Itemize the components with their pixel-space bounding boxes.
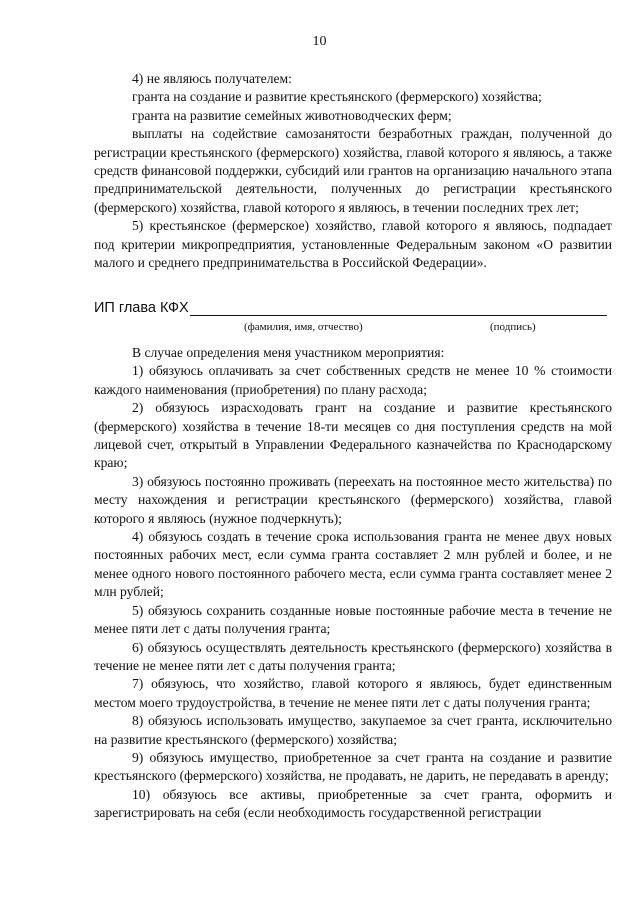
item-4-intro: 4) не являюсь получателем: xyxy=(132,71,292,86)
obligation-item: 4) обязуюсь создать в течение срока использования гранта не менее двух новых постоянных рабочих мест, если сумма гранта составляет 2 млн рублей и более, и не менее одного нового постоянного рабочего места, если сумма гранта составляет менее 2 млн рублей; xyxy=(94,529,612,600)
signature-line xyxy=(470,315,607,316)
signature-caption: (подпись) xyxy=(490,321,536,333)
name-caption: (фамилия, имя, отчество) xyxy=(244,321,363,333)
obligation-item: 5) обязуюсь сохранить созданные новые постоянные рабочие места в течение не менее пяти лет с даты получения гранта; xyxy=(94,602,612,637)
signature-row xyxy=(94,299,612,339)
obligations-intro: В случае определения меня участником мероприятия: xyxy=(132,345,445,360)
obligation-item: 3) обязуюсь постоянно проживать (переехать на постоянное место жительства) по месту нахождения и регистрации крестьянского (фермерского) хозяйства, главой которого я являюсь (нужное подчеркнуть); xyxy=(94,473,612,526)
obligation-item: 2) обязуюсь израсходовать грант на создание и развитие крестьянского (фермерского) хозяйства в течение 18-ти месяцев со дня поступления средств на мой лицевой счет, открытый в Управлении Федерального казначейства по Краснодарскому краю; xyxy=(94,400,612,471)
grant-farm-creation: гранта на создание и развитие крестьянского (фермерского) хозяйства; xyxy=(132,89,542,105)
grant-family-farms: гранта на развитие семейных животноводческих ферм; xyxy=(132,107,452,123)
self-employment-payments: выплаты на содействие самозанятости безработных граждан, полученной до регистрации крестьянского (фермерского) хозяйства, главой которого я являюсь, а также средств финансовой поддержки, субсидий или грантов на организацию начального этапа предпринимательской деятельности, полученных до регистрации крестьянского (фермерского) хозяйства, главой которого я являюсь, в течении последних трех лет; xyxy=(94,126,612,215)
obligation-item: 10) обязуюсь все активы, приобретенные за счет гранта, оформить и зарегистрировать на себя (если необходимость государственной регистрации xyxy=(94,786,612,821)
obligation-item: 8) обязуюсь использовать имущество, закупаемое за счет гранта, исключительно на развитие крестьянского (фермерского) хозяйства; xyxy=(94,713,612,747)
obligation-item: 9) обязуюсь имущество, приобретенное за счет гранта на создание и развитие крестьянского (фермерского) хозяйства, не продавать, не дарить, не передавать в аренду; xyxy=(94,749,612,784)
signature-label: ИП глава КФХ xyxy=(94,300,189,316)
obligation-item: 1) обязуюсь оплачивать за счет собственных средств не менее 10 % стоимости каждого наименования (приобретения) по плану расхода; xyxy=(94,363,612,397)
declaration-section xyxy=(94,70,612,272)
obligations-section xyxy=(94,344,612,823)
obligation-item: 7) обязуюсь, что хозяйство, главой которого я являюсь, будет единственным местом моего трудоустройства, в течение не менее пяти лет с даты получения гранта; xyxy=(94,676,612,710)
item-5-microenterprise: 5) крестьянское (фермерское) хозяйство, главой которого я являюсь, подпадает под критерии микропредприятия, установленные Федеральным законом «О развитии малого и среднего предпринимательства в Российской Федерации». xyxy=(94,218,612,271)
page-number: 10 xyxy=(312,34,327,49)
obligation-item: 6) обязуюсь осуществлять деятельность крестьянского (фермерского) хозяйства в течение не менее пяти лет с даты получения гранта; xyxy=(94,639,612,673)
